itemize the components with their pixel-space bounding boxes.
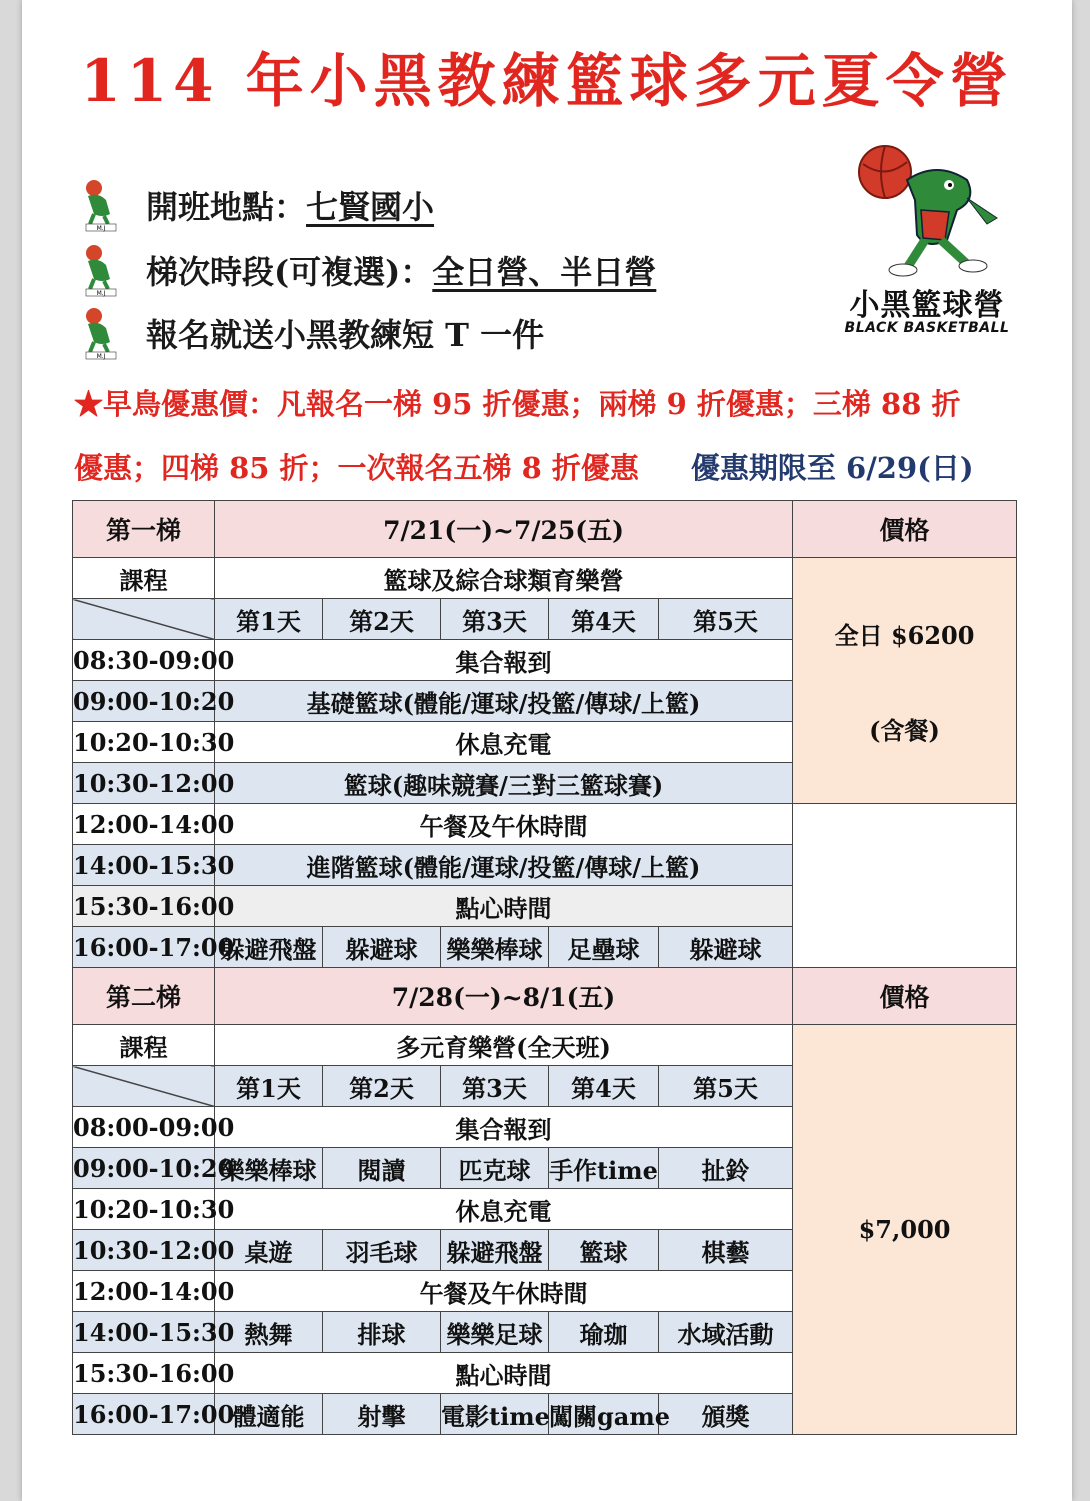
session2-price: $7,000 (858, 1215, 951, 1244)
info-text: 梯次時段(可複選)：全日營、半日營 (146, 253, 657, 291)
icon-badge-text: M.J (96, 290, 106, 297)
session1-price-header: 價格 (793, 501, 1017, 558)
camp-logo (837, 140, 1017, 345)
activity: 闖關game (549, 1394, 659, 1435)
basketball-dino-icon (76, 178, 124, 232)
activity: 棋藝 (659, 1230, 793, 1271)
day-4: 第4天 (549, 599, 659, 640)
info-row-gift (76, 303, 544, 363)
session2-course-row (73, 1025, 1017, 1066)
activity: 頒獎 (659, 1394, 793, 1435)
session2-course-name: 多元育樂營(全天班) (215, 1025, 793, 1066)
info-row-location (76, 175, 434, 235)
activity: 休息充電 (215, 722, 793, 763)
time-slot: 08:30-09:00 (73, 640, 215, 681)
page-title: 114 年小黑教練籃球多元夏令營 (80, 47, 1014, 115)
activity: 樂樂足球 (441, 1312, 549, 1353)
time-slot: 10:20-10:30 (73, 722, 215, 763)
time-slot: 15:30-16:00 (73, 1353, 215, 1394)
logo-name: 小黑籃球營 (849, 288, 1005, 323)
activity: 閱讀 (323, 1148, 441, 1189)
activity: 手作time (549, 1148, 659, 1189)
activity: 午餐及午休時間 (215, 804, 793, 845)
time-slot: 16:00-17:00 (73, 927, 215, 968)
time-slot: 14:00-15:30 (73, 845, 215, 886)
session2-table (72, 967, 1017, 1435)
session2-price-header: 價格 (793, 968, 1017, 1025)
activity: 體適能 (215, 1394, 323, 1435)
course-label: 課程 (73, 1025, 215, 1066)
icon-badge-text: M.J (96, 225, 106, 232)
time-slot: 10:30-12:00 (73, 763, 215, 804)
session2-price-cell (793, 1025, 1017, 1435)
session1-course-row (73, 558, 1017, 599)
day-5: 第5天 (659, 1066, 793, 1107)
activity: 排球 (323, 1312, 441, 1353)
activity: 集合報到 (215, 640, 793, 681)
diagonal-cell (73, 599, 215, 640)
time-slot: 08:00-09:00 (73, 1107, 215, 1148)
activity: 樂樂棒球 (215, 1148, 323, 1189)
time-slot: 12:00-14:00 (73, 1271, 215, 1312)
day-1: 第1天 (215, 1066, 323, 1107)
info-row-sessions (76, 240, 656, 300)
full-day-price: 全日 $6200 (834, 620, 975, 650)
activity: 基礎籃球(體能/運球/投籃/傳球/上籃) (215, 681, 793, 722)
activity: 樂樂棒球 (441, 927, 549, 968)
info-text: 開班地點：七賢國小 (146, 188, 435, 226)
activity: 躲避飛盤 (441, 1230, 549, 1271)
day-3: 第3天 (441, 1066, 549, 1107)
diagonal-cell (73, 1066, 215, 1107)
day-2: 第2天 (323, 1066, 441, 1107)
day-3: 第3天 (441, 599, 549, 640)
time-slot: 10:30-12:00 (73, 1230, 215, 1271)
activity: 匹克球 (441, 1148, 549, 1189)
session1-course-name: 籃球及綜合球類育樂營 (215, 558, 793, 599)
time-slot: 12:00-14:00 (73, 804, 215, 845)
course-label: 課程 (73, 558, 215, 599)
time-slot: 16:00-17:00 (73, 1394, 215, 1435)
time-slot: 15:30-16:00 (73, 886, 215, 927)
location-value: 七賢國小 (306, 188, 435, 226)
activity: 進階籃球(體能/運球/投籃/傳球/上籃) (215, 845, 793, 886)
time-slot: 14:00-15:30 (73, 1312, 215, 1353)
activity: 桌遊 (215, 1230, 323, 1271)
day-5: 第5天 (659, 599, 793, 640)
session1-dates: 7/21(一)~7/25(五) (215, 501, 793, 558)
day-2: 第2天 (323, 599, 441, 640)
day-1: 第1天 (215, 599, 323, 640)
day-4: 第4天 (549, 1066, 659, 1107)
session2-name: 第二梯 (73, 968, 215, 1025)
activity: 午餐及午休時間 (215, 1271, 793, 1312)
session1-full-price-cell (793, 558, 1017, 804)
session1-table (72, 500, 1017, 968)
logo-subtitle: BLACK BASKETBALL (844, 320, 1010, 336)
table-row (73, 804, 1017, 845)
activity: 點心時間 (215, 1353, 793, 1394)
full-day-price-note: (含餐) (869, 715, 940, 745)
session2-header-row (73, 968, 1017, 1025)
session1-header-row (73, 501, 1017, 558)
activity: 電影time (441, 1394, 549, 1435)
icon-badge-text: M.J (96, 353, 106, 360)
promo-line-2: 優惠；四梯 85 折；一次報名五梯 8 折優惠 優惠期限至 6/29(日) (74, 451, 974, 485)
activity: 躲避球 (659, 927, 793, 968)
gift-text: 報名就送小黑教練短 T 一件 (146, 316, 545, 354)
activity: 扯鈴 (659, 1148, 793, 1189)
activity: 水域活動 (659, 1312, 793, 1353)
activity: 籃球 (549, 1230, 659, 1271)
activity: 足壘球 (549, 927, 659, 968)
flyer-page (22, 0, 1072, 1501)
promo-deadline: 優惠期限至 6/29(日) (690, 451, 974, 485)
activity: 點心時間 (215, 886, 793, 927)
time-slot: 09:00-10:20 (73, 681, 215, 722)
basketball-dino-icon (76, 306, 124, 360)
activity: 籃球(趣味競賽/三對三籃球賽) (215, 763, 793, 804)
activity: 躲避飛盤 (215, 927, 323, 968)
promo-line-1: ★早鳥優惠價：凡報名一梯 95 折優惠；兩梯 9 折優惠；三梯 88 折 (74, 387, 961, 421)
sessions-value: 全日營、半日營 (432, 253, 657, 291)
table-row (73, 927, 1017, 968)
time-slot: 09:00-10:20 (73, 1148, 215, 1189)
activity: 瑜珈 (549, 1312, 659, 1353)
basketball-dino-icon (76, 243, 124, 297)
activity: 羽毛球 (323, 1230, 441, 1271)
activity: 射擊 (323, 1394, 441, 1435)
table-row (73, 886, 1017, 927)
activity: 躲避球 (323, 927, 441, 968)
session1-name: 第一梯 (73, 501, 215, 558)
activity: 集合報到 (215, 1107, 793, 1148)
session2-dates: 7/28(一)~8/1(五) (215, 968, 793, 1025)
table-row (73, 845, 1017, 886)
activity: 休息充電 (215, 1189, 793, 1230)
activity: 熱舞 (215, 1312, 323, 1353)
time-slot: 10:20-10:30 (73, 1189, 215, 1230)
dino-mascot-icon (837, 140, 1017, 280)
